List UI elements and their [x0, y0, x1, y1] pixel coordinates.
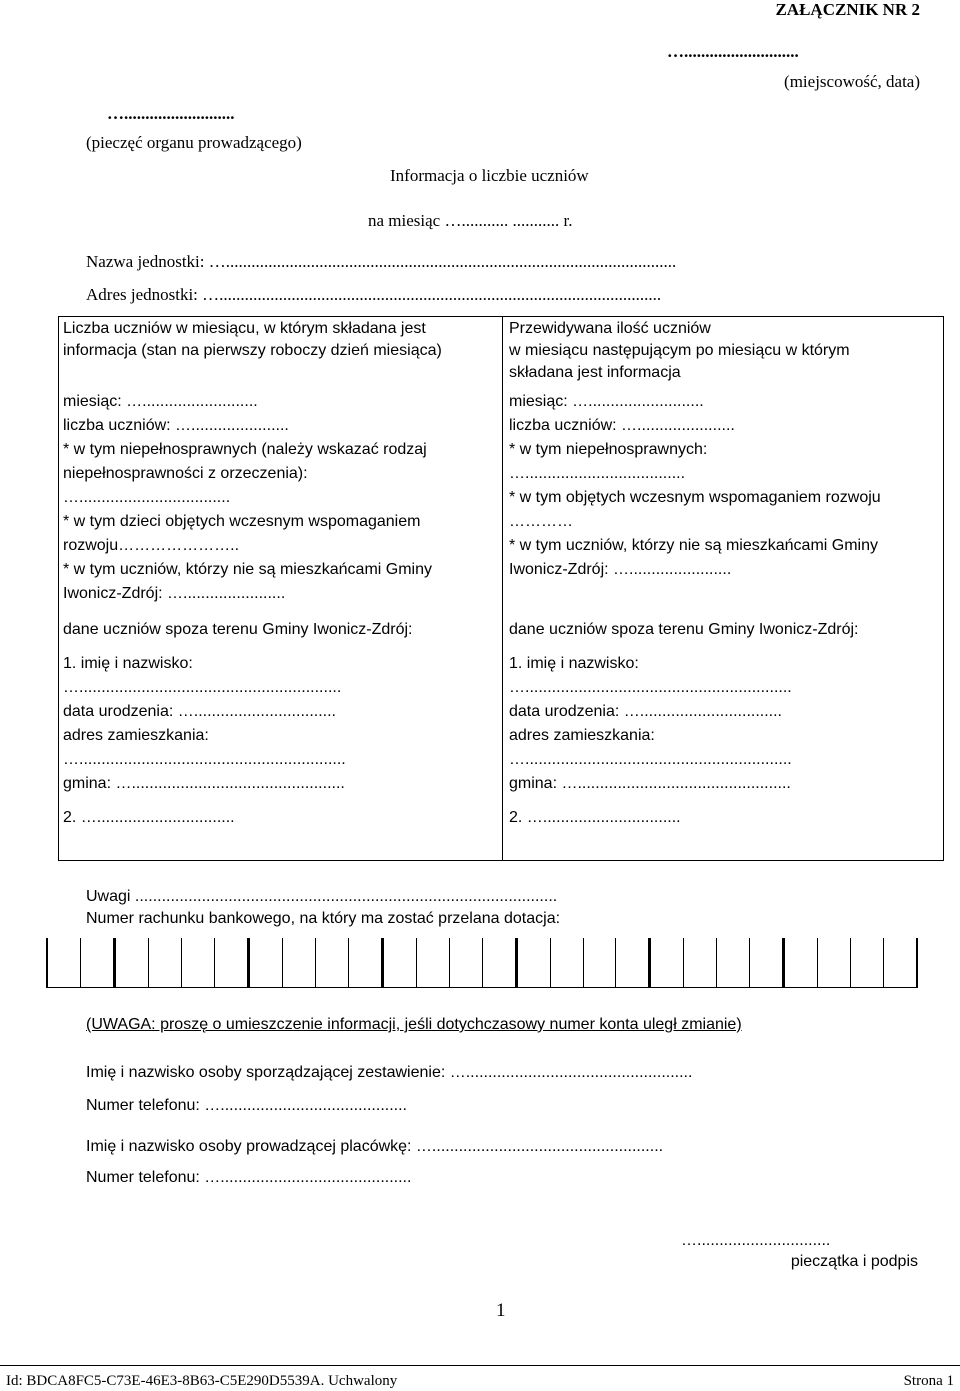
- left-heading-line1: Liczba uczniów w miesiącu, w którym składana jest: [63, 320, 426, 337]
- document-title: Informacja o liczbie uczniów: [390, 166, 589, 185]
- footer-document-id: Id: BDCA8FC5-C73E-46E3-8B63-C5E290D5539A. Uchwalony: [6, 1373, 398, 1389]
- left-student-count: liczba uczniów: …......................: [63, 417, 289, 434]
- left-person-commune: gmina: …................................................: [63, 775, 345, 792]
- left-disabled-dots: …..................................: [63, 489, 231, 506]
- unit-name-field: Nazwa jednostki: …..........................................................................................................: [86, 252, 677, 271]
- right-disabled-dots: …....................................: [509, 465, 686, 482]
- phone-field-2: Numer telefonu: …...........................................: [86, 1169, 412, 1186]
- place-date-dots: …...........................: [667, 42, 799, 61]
- right-nonresident-line1: * w tym uczniów, którzy nie są mieszkańcami Gminy: [509, 537, 878, 554]
- right-heading-line1: Przewidywana ilość uczniów: [509, 320, 711, 337]
- right-person-address-dots: …............................................................: [509, 751, 792, 768]
- left-person-address-label: adres zamieszkania:: [63, 727, 209, 744]
- left-person-2: 2. …...............................: [63, 809, 235, 826]
- right-early-support: * w tym objętych wczesnym wspomaganiem rozwoju: [509, 489, 881, 506]
- left-early-support-line1: * w tym dzieci objętych wczesnym wspomaganiem: [63, 513, 421, 530]
- left-month: miesiąc: …..........................: [63, 393, 258, 410]
- account-change-note: (UWAGA: proszę o umieszczenie informacji, jeśli dotychczasowy numer konta uległ zmianie): [86, 1016, 742, 1033]
- stamp-label: (pieczęć organu prowadzącego): [86, 133, 302, 152]
- left-early-support-line2: rozwoju…………………..: [63, 537, 240, 554]
- unit-address-field: Adres jednostki: …........................................................................................................: [86, 285, 662, 304]
- right-person-name-label: 1. imię i nazwisko:: [509, 655, 639, 672]
- signature-dots: …..............................: [681, 1232, 831, 1249]
- signature-label: pieczątka i podpis: [790, 1253, 918, 1270]
- right-outside-title: dane uczniów spoza terenu Gminy Iwonicz-Zdrój:: [509, 621, 859, 638]
- right-month: miesiąc: …..........................: [509, 393, 704, 410]
- right-person-commune: gmina: …................................................: [509, 775, 791, 792]
- director-field: Imię i nazwisko osoby prowadzącej placówkę: …....................................................: [86, 1138, 664, 1155]
- column-divider: [502, 317, 503, 860]
- left-nonresident-line1: * w tym uczniów, którzy nie są mieszkańcami Gminy: [63, 561, 432, 578]
- footer-divider: [0, 1365, 960, 1366]
- right-person-name-dots: …............................................................: [509, 679, 792, 696]
- stamp-dots: …..........................: [107, 104, 235, 123]
- left-column: [63, 318, 442, 830]
- left-disabled-line1: * w tym niepełnosprawnych (należy wskazać rodzaj: [63, 441, 427, 458]
- account-number-boxes[interactable]: [46, 938, 918, 988]
- right-disabled: * w tym niepełnosprawnych:: [509, 441, 708, 458]
- left-person-birth: data urodzenia: …................................: [63, 703, 336, 720]
- right-heading-line2: w miesiącu następującym po miesiącu w którym: [509, 342, 850, 359]
- left-nonresident-line2: Iwonicz-Zdrój: ….......................: [63, 585, 286, 602]
- right-person-birth: data urodzenia: …................................: [509, 703, 782, 720]
- right-column: [509, 318, 881, 830]
- right-early-support-dots: …………: [509, 513, 573, 530]
- right-heading-line3: składana jest informacja: [509, 364, 681, 381]
- left-disabled-line2: niepełnosprawności z orzeczenia):: [63, 465, 308, 482]
- left-heading-line2: informacja (stan na pierwszy roboczy dzień miesiąca): [63, 342, 442, 359]
- right-student-count: liczba uczniów: …......................: [509, 417, 735, 434]
- left-outside-title: dane uczniów spoza terenu Gminy Iwonicz-Zdrój:: [63, 621, 413, 638]
- place-date-label: (miejscowość, data): [784, 72, 920, 91]
- phone-field-1: Numer telefonu: …..........................................: [86, 1097, 407, 1114]
- right-person-address-label: adres zamieszkania:: [509, 727, 655, 744]
- account-label: Numer rachunku bankowego, na który ma zostać przelana dotacja:: [86, 910, 561, 927]
- prepared-by-field: Imię i nazwisko osoby sporządzającej zestawienie: …...................................................: [86, 1064, 693, 1081]
- remarks-field: Uwagi ...............................................................................................: [86, 888, 558, 905]
- attachment-label: ZAŁĄCZNIK NR 2: [775, 0, 920, 19]
- left-person-name-label: 1. imię i nazwisko:: [63, 655, 193, 672]
- footer-page: Strona 1: [903, 1373, 954, 1389]
- right-person-2: 2. …...............................: [509, 809, 681, 826]
- left-person-address-dots: …............................................................: [63, 751, 346, 768]
- left-person-name-dots: …...........................................................: [63, 679, 342, 696]
- right-nonresident-line2: Iwonicz-Zdrój: ….......................: [509, 561, 732, 578]
- page-number: 1: [496, 1300, 506, 1321]
- month-line: na miesiąc …........... ........... r.: [368, 211, 573, 230]
